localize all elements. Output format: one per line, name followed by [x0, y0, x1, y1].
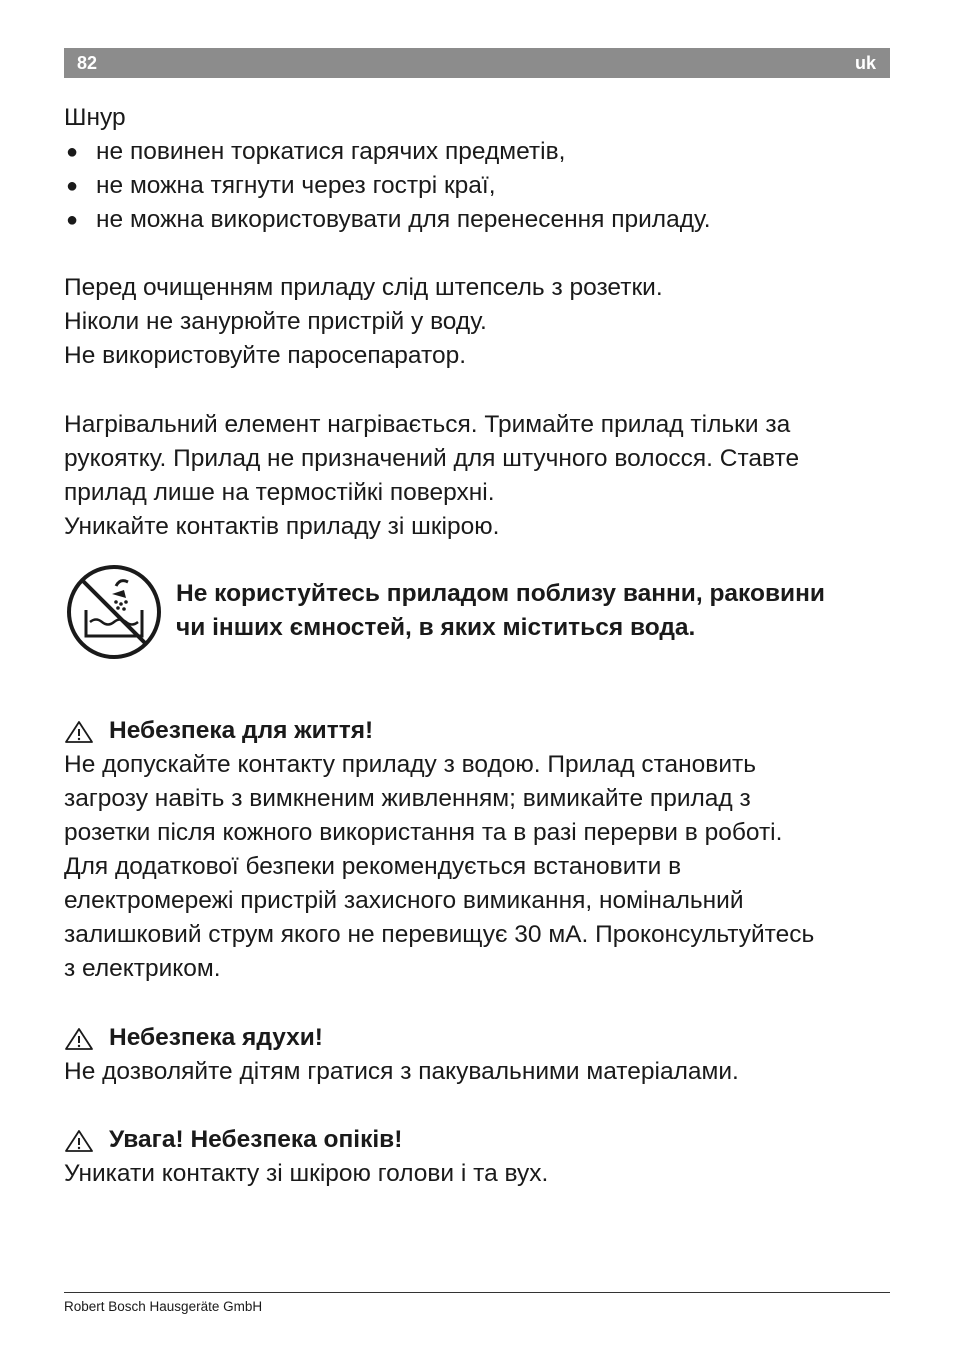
danger-life-line: електромережі пристрій захисного вимикання, номінальний	[64, 887, 744, 914]
cleaning-line: Ніколи не занурюйте пристрій у воду.	[64, 308, 487, 335]
language-code: uk	[854, 53, 876, 73]
heating-line: прилад лише на термостійкі поверхні.	[64, 479, 495, 506]
list-item: ● не повинен торкатися гарячих предметів,	[64, 135, 711, 169]
list-item: ● не можна використовувати для перенесення приладу.	[64, 203, 711, 237]
footer-divider	[64, 1292, 890, 1293]
danger-burns-line: Уникати контакту зі шкірою голови і та вух.	[64, 1160, 549, 1187]
water-warning-text: Не користуйтесь приладом поблизу ванни, раковини чи інших ємностей, в яких міститься вода.	[176, 580, 825, 641]
danger-life-line: Не допускайте контакту приладу з водою. Прилад становить	[64, 751, 756, 778]
heating-line: Нагрівальний елемент нагрівається. Тримайте прилад тільки за	[64, 411, 791, 438]
cleaning-line: Не використовуйте паросепаратор.	[64, 342, 467, 369]
footer-company: Robert Bosch Hausgeräte GmbH	[64, 1299, 263, 1314]
warning-triangle-icon	[64, 1027, 94, 1051]
no-water-use-icon	[66, 564, 162, 660]
danger-life-heading: Небезпека для життя!	[64, 714, 373, 748]
danger-life-line: розетки після кожного використання та в разі перерви в роботі.	[64, 819, 783, 846]
bullet-icon: ●	[66, 175, 79, 197]
heating-line: Уникайте контактів приладу зі шкірою.	[64, 513, 500, 540]
danger-life-line: Для додаткової безпеки рекомендується встановити в	[64, 853, 682, 880]
page-number: 82	[77, 53, 98, 73]
warning-triangle-icon	[64, 720, 94, 744]
danger-life-line: з електриком.	[64, 955, 221, 982]
cleaning-line: Перед очищенням приладу слід штепсель з розетки.	[64, 274, 663, 301]
danger-burns-heading: Увага! Небезпека опіків!	[64, 1123, 402, 1157]
danger-life-line: загрозу навіть з вимкненим живленням; вимикайте прилад з	[64, 785, 751, 812]
cord-title: Шнур	[64, 104, 126, 131]
warning-triangle-icon	[64, 1129, 94, 1153]
bullet-icon: ●	[66, 141, 79, 163]
danger-life-line: залишковий струм якого не перевищує 30 мА. Проконсультуйтесь	[64, 921, 815, 948]
list-item: ● не можна тягнути через гострі краї,	[64, 169, 711, 203]
cord-bullet-list	[64, 135, 711, 237]
page-header-bar	[64, 48, 890, 78]
danger-suffocation-line: Не дозволяйте дітям гратися з пакувальними матеріалами.	[64, 1058, 739, 1085]
heating-line: рукоятку. Прилад не призначений для штучного волосся. Ставте	[64, 445, 800, 472]
danger-suffocation-heading: Небезпека ядухи!	[64, 1021, 323, 1055]
bullet-icon: ●	[66, 209, 79, 231]
